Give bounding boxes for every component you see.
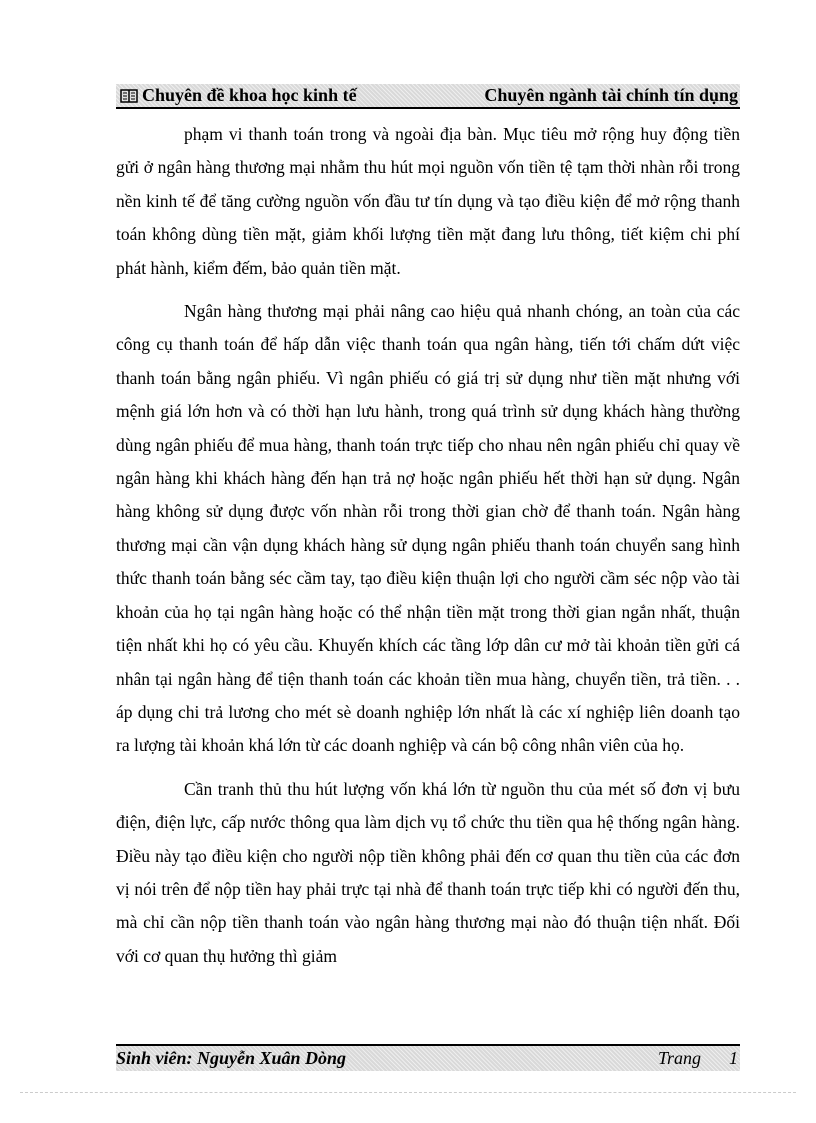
- header-right-title: Chuyên ngành tài chính tín dụng: [484, 85, 738, 105]
- page-footer: [116, 1044, 740, 1071]
- paragraph-2: Ngân hàng thương mại phải nâng cao hiệu quả nhanh chóng, an toàn của các công cụ thanh toán để hấp dẫn việc thanh toán qua ngân hàng, tiến tới chấm dứt việc thanh toán bằng ngân phiếu. Vì ngân phiếu có giá trị sử dụng như tiền mặt nhưng với mệnh giá lớn hơn và có thời hạn lưu hành, trong quá trình sử dụng khách hàng thường dùng ngân phiếu để mua hàng, thanh toán trực tiếp cho nhau nên ngân phiếu chỉ quay về ngân hàng khi khách hàng đến hạn trả nợ hoặc ngân phiếu hết thời hạn sử dụng. Ngân hàng không sử dụng được vốn nhàn rỗi trong thời gian chờ để thanh toán. Ngân hàng thương mại cần vận dụng khách hàng sử dụng ngân phiếu thanh toán chuyển sang hình thức thanh toán bằng séc cầm tay, tạo điều kiện thuận lợi cho người cầm séc nộp vào tài khoản của họ tại ngân hàng hoặc có thể nhận tiền mặt trong thời gian ngắn nhất, thuận tiện nhất khi họ có yêu cầu. Khuyến khích các tầng lớp dân cư mở tài khoản tiền gửi cá nhân tại ngân hàng để tiện thanh toán các khoản tiền mua hàng, chuyển tiền, trả tiền. . . áp dụng chi trả lương cho mét sè doanh nghiệp lớn nhất là các xí nghiệp liên doanh tạo ra lượng tài khoản khá lớn từ các doanh nghiệp và cán bộ công nhân viên của họ.: [116, 301, 740, 756]
- page-indicator: [658, 1048, 738, 1069]
- document-body: [116, 118, 740, 983]
- header-left-title: Chuyên đề khoa học kinh tế: [142, 85, 357, 105]
- page-header: [116, 84, 740, 109]
- header-left: [120, 85, 357, 106]
- page-number: 1: [729, 1048, 738, 1068]
- page-label: Trang: [657, 1048, 701, 1068]
- page-edge-divider: [20, 1092, 796, 1093]
- book-icon: [120, 88, 138, 104]
- paragraph-1: phạm vi thanh toán trong và ngoài địa bàn. Mục tiêu mở rộng huy động tiền gửi ở ngân hàng thương mại nhằm thu hút mọi nguồn vốn tiền tệ tạm thời nhàn rỗi trong nền kinh tế để tăng cường nguồn vốn đầu tư tín dụng và tạo điều kiện để mở rộng thanh toán không dùng tiền mặt, giảm khối lượng tiền mặt đang lưu thông, tiết kiệm chi phí phát hành, kiểm đếm, bảo quản tiền mặt.: [116, 124, 740, 278]
- student-name: Sinh viên: Nguyễn Xuân Dòng: [116, 1048, 347, 1068]
- paragraph-3: Cần tranh thủ thu hút lượng vốn khá lớn từ nguồn thu của mét số đơn vị bưu điện, điện lực, cấp nước thông qua làm dịch vụ tổ chức thu tiền qua hệ thống ngân hàng. Điều này tạo điều kiện cho người nộp tiền không phải đến cơ quan thu tiền của các đơn vị nói trên để nộp tiền hay phải trực tại nhà để thanh toán trực tiếp khi có người đến thu, mà chỉ cần nộp tiền thanh toán vào ngân hàng thương mại nào đó thuận tiện nhất. Đối với cơ quan thụ hưởng thì giảm: [116, 778, 740, 966]
